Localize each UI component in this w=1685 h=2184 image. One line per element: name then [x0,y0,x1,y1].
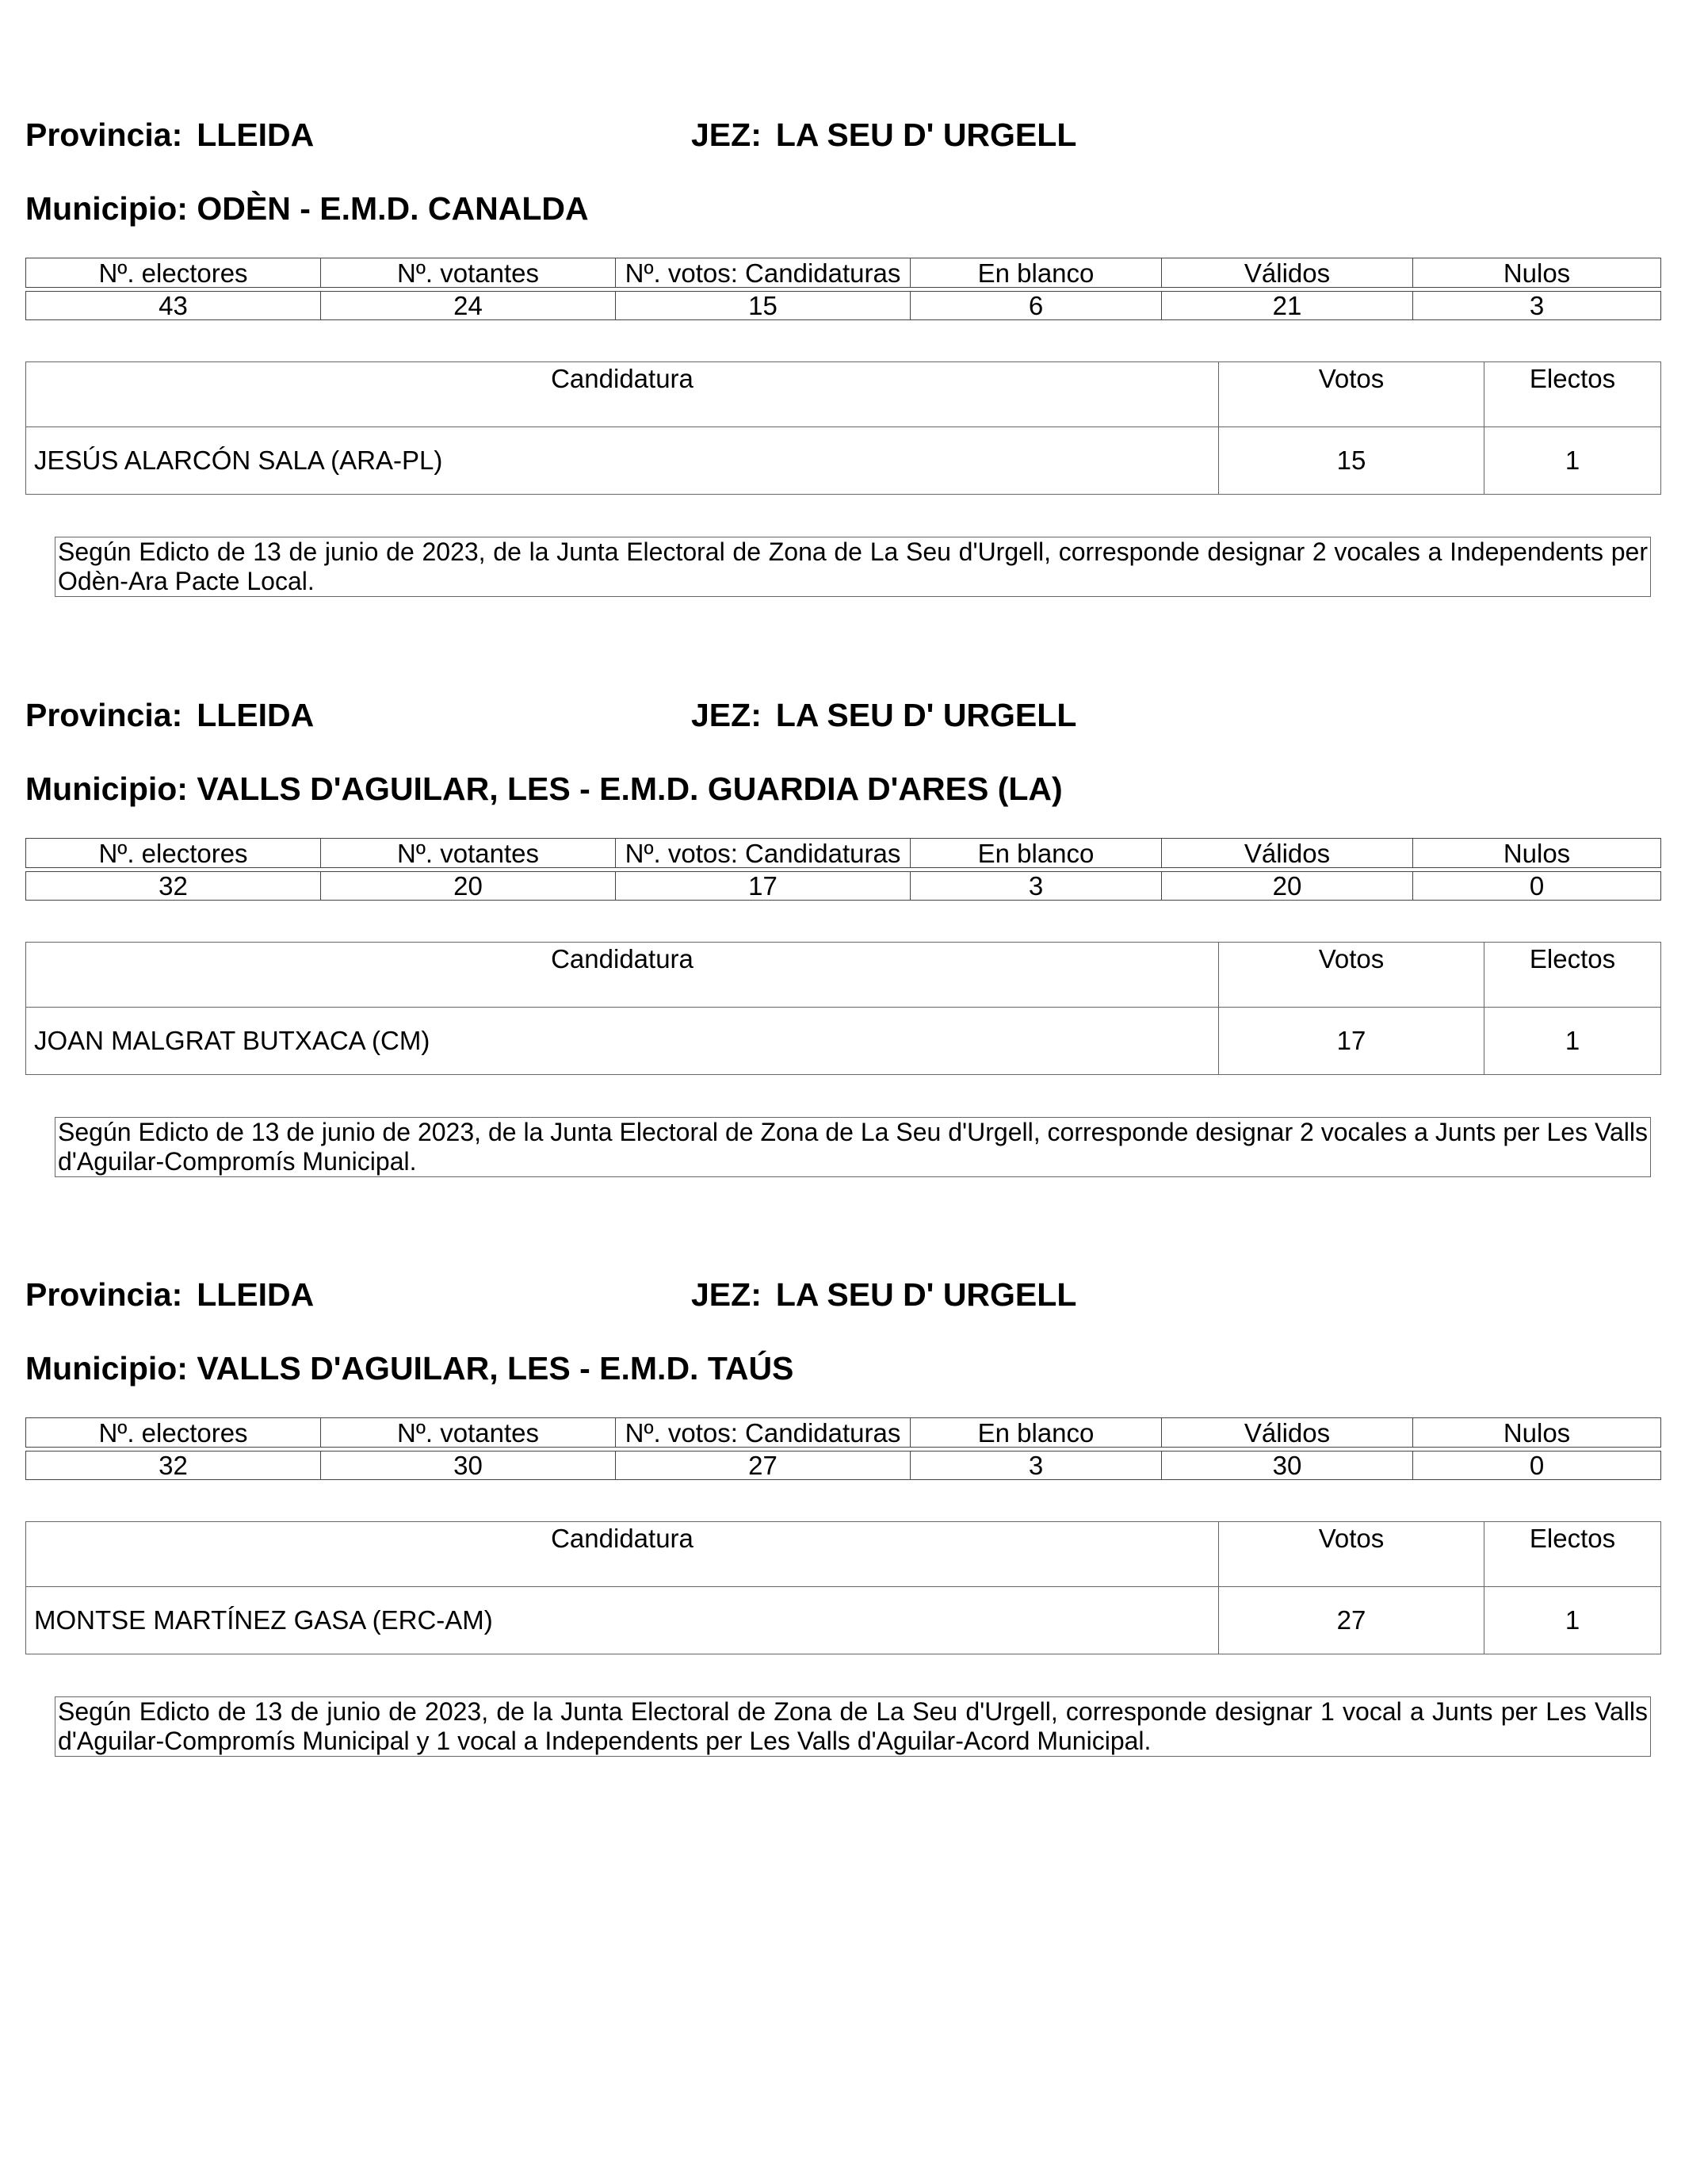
stats-value-votantes: 30 [321,1452,616,1480]
candidates-table [25,942,1661,1075]
jez-value: LA SEU D' URGELL [775,117,1077,153]
stats-value-candidaturas: 15 [616,292,911,320]
stats-table [25,258,1661,320]
municipio-title: Municipio: ODÈN - E.M.D. CANALDA [25,190,589,227]
jez-label: JEZ: [691,697,762,733]
jez-label: JEZ: [691,1276,762,1313]
stats-value-nulos: 0 [1413,1452,1661,1480]
stats-header-validos: Válidos [1162,839,1413,868]
stats-header-votantes: Nº. votantes [321,1418,616,1448]
candidate-name: JESÚS ALARCÓN SALA (ARA-PL) [26,427,1219,495]
provincia-value: LLEIDA [197,117,315,153]
candidate-electos: 1 [1484,1008,1661,1075]
candidate-electos: 1 [1484,1587,1661,1654]
cand-header-votos: Votos [1219,943,1484,1008]
edict-note: Según Edicto de 13 de junio de 2023, de la Junta Electoral de Zona de La Seu d'Urgell, corresponde designar 2 vocales a Independents per Odèn-Ara Pacte Local. [55,537,1651,597]
stats-header-votantes: Nº. votantes [321,839,616,868]
candidate-name: JOAN MALGRAT BUTXACA (CM) [26,1008,1219,1075]
stats-header-votantes: Nº. votantes [321,258,616,288]
stats-header-nulos: Nulos [1413,839,1661,868]
stats-value-votantes: 20 [321,872,616,901]
stats-header-candidaturas: Nº. votos: Candidaturas [616,258,911,288]
stats-value-votantes: 24 [321,292,616,320]
cand-header-candidatura: Candidatura [26,1522,1219,1587]
cand-header-candidatura: Candidatura [26,362,1219,427]
stats-header-validos: Válidos [1162,1418,1413,1448]
stats-header-validos: Válidos [1162,258,1413,288]
candidate-electos: 1 [1484,427,1661,495]
jez-heading [691,699,1076,732]
jez-heading [691,1276,1077,1313]
stats-header-blanco: En blanco [911,258,1162,288]
provincia-heading [25,1276,315,1313]
candidate-votos: 17 [1219,1008,1484,1075]
stats-value-nulos: 0 [1413,872,1661,901]
provincia-label: Provincia: [25,697,183,733]
municipio-title: Municipio: VALLS D'AGUILAR, LES - E.M.D. TAÚS [25,1350,794,1387]
stats-value-validos: 21 [1162,292,1413,320]
jez-value: LA SEU D' URGELL [775,697,1077,733]
stats-value-validos: 30 [1162,1452,1413,1480]
stats-header-electores: Nº. electores [26,1418,321,1448]
stats-value-blanco: 6 [911,292,1162,320]
provincia-label: Provincia: [25,1276,183,1313]
stats-value-electores: 32 [26,1452,321,1480]
candidate-votos: 15 [1219,427,1484,495]
jez-value: LA SEU D' URGELL [775,1276,1077,1313]
stats-header-candidaturas: Nº. votos: Candidaturas [616,1418,911,1448]
stats-header-nulos: Nulos [1413,1418,1661,1448]
stats-value-validos: 20 [1162,872,1413,901]
stats-value-nulos: 3 [1413,292,1661,320]
provincia-label: Provincia: [25,117,183,153]
candidates-table [25,1521,1661,1654]
stats-value-candidaturas: 17 [616,872,911,901]
municipio-title: Municipio: VALLS D'AGUILAR, LES - E.M.D. GUARDIA D'ARES (LA) [25,771,1063,807]
cand-header-candidatura: Candidatura [26,943,1219,1008]
stats-value-blanco: 3 [911,1452,1162,1480]
cand-header-votos: Votos [1219,1522,1484,1587]
candidate-name: MONTSE MARTÍNEZ GASA (ERC-AM) [26,1587,1219,1654]
stats-header-candidaturas: Nº. votos: Candidaturas [616,839,911,868]
stats-table [25,838,1661,901]
stats-header-electores: Nº. electores [26,258,321,288]
stats-header-blanco: En blanco [911,839,1162,868]
provincia-heading [25,119,314,151]
edict-note: Según Edicto de 13 de junio de 2023, de la Junta Electoral de Zona de La Seu d'Urgell, corresponde designar 2 vocales a Junts per Les Valls d'Aguilar-Compromís Municipal. [55,1117,1651,1177]
stats-header-blanco: En blanco [911,1418,1162,1448]
cand-header-electos: Electos [1484,1522,1661,1587]
provincia-value: LLEIDA [197,1276,315,1313]
jez-label: JEZ: [691,117,762,153]
cand-header-electos: Electos [1484,362,1661,427]
cand-header-electos: Electos [1484,943,1661,1008]
stats-value-electores: 32 [26,872,321,901]
provincia-heading [25,699,314,732]
stats-value-electores: 43 [26,292,321,320]
jez-heading [691,119,1076,151]
cand-header-votos: Votos [1219,362,1484,427]
stats-table [25,1417,1661,1480]
stats-value-candidaturas: 27 [616,1452,911,1480]
stats-value-blanco: 3 [911,872,1162,901]
candidate-votos: 27 [1219,1587,1484,1654]
edict-note: Según Edicto de 13 de junio de 2023, de la Junta Electoral de Zona de La Seu d'Urgell, corresponde designar 1 vocal a Junts per Les Valls d'Aguilar-Compromís Municipal y 1 vocal a Independents per Les Valls d'Aguilar-Acord Municipal. [55,1696,1651,1757]
stats-header-nulos: Nulos [1413,258,1661,288]
candidates-table [25,361,1661,495]
provincia-value: LLEIDA [197,697,315,733]
stats-header-electores: Nº. electores [26,839,321,868]
